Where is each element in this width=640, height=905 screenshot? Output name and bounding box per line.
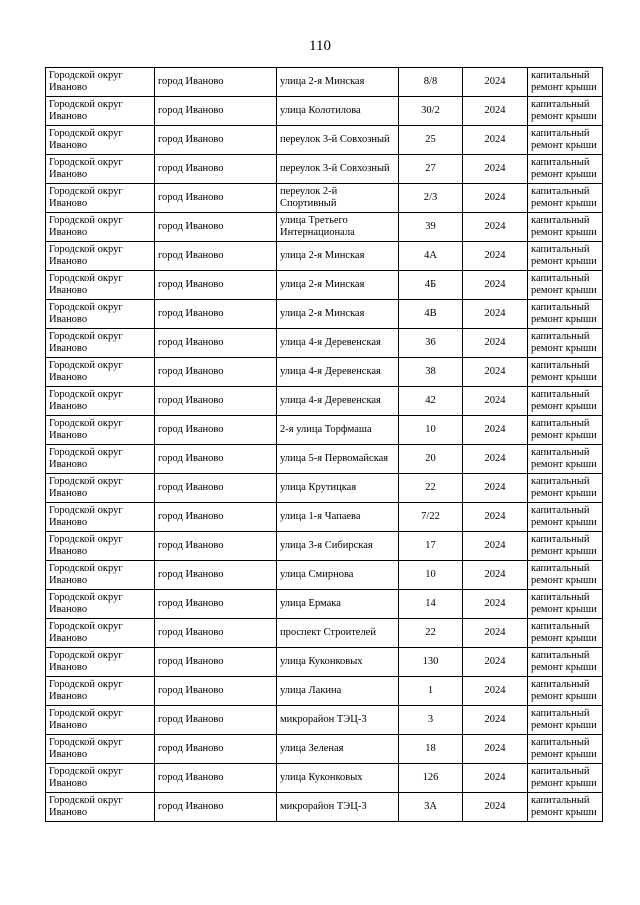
street-cell: улица 1-я Чапаева bbox=[277, 503, 399, 532]
table-row bbox=[46, 387, 603, 416]
house-number-cell: 3А bbox=[399, 793, 463, 822]
work-type-cell: капитальный ремонт крыши bbox=[528, 271, 603, 300]
house-number-cell: 30/2 bbox=[399, 97, 463, 126]
table-row bbox=[46, 706, 603, 735]
work-type-cell: капитальный ремонт крыши bbox=[528, 155, 603, 184]
work-type-cell: капитальный ремонт крыши bbox=[528, 329, 603, 358]
house-number-cell: 10 bbox=[399, 416, 463, 445]
year-cell: 2024 bbox=[463, 561, 528, 590]
street-cell: улица Ермака bbox=[277, 590, 399, 619]
house-number-cell: 17 bbox=[399, 532, 463, 561]
work-type-cell: капитальный ремонт крыши bbox=[528, 300, 603, 329]
district-cell: Городской округ Иваново bbox=[46, 329, 155, 358]
street-cell: улица 2-я Минская bbox=[277, 242, 399, 271]
table-row bbox=[46, 213, 603, 242]
table-row bbox=[46, 126, 603, 155]
district-cell: Городской округ Иваново bbox=[46, 735, 155, 764]
table-row bbox=[46, 97, 603, 126]
city-cell: город Иваново bbox=[155, 793, 277, 822]
district-cell: Городской округ Иваново bbox=[46, 677, 155, 706]
district-cell: Городской округ Иваново bbox=[46, 155, 155, 184]
work-type-cell: капитальный ремонт крыши bbox=[528, 242, 603, 271]
street-cell: улица Крутицкая bbox=[277, 474, 399, 503]
page-number: 110 bbox=[309, 38, 331, 54]
street-cell: улица 4-я Деревенская bbox=[277, 387, 399, 416]
district-cell: Городской округ Иваново bbox=[46, 706, 155, 735]
house-number-cell: 22 bbox=[399, 474, 463, 503]
year-cell: 2024 bbox=[463, 619, 528, 648]
work-type-cell: капитальный ремонт крыши bbox=[528, 619, 603, 648]
district-cell: Городской округ Иваново bbox=[46, 387, 155, 416]
district-cell: Городской округ Иваново bbox=[46, 358, 155, 387]
city-cell: город Иваново bbox=[155, 242, 277, 271]
work-type-cell: капитальный ремонт крыши bbox=[528, 793, 603, 822]
year-cell: 2024 bbox=[463, 474, 528, 503]
street-cell: переулок 3-й Совхозный bbox=[277, 126, 399, 155]
district-cell: Городской округ Иваново bbox=[46, 590, 155, 619]
work-type-cell: капитальный ремонт крыши bbox=[528, 416, 603, 445]
district-cell: Городской округ Иваново bbox=[46, 619, 155, 648]
table-row bbox=[46, 561, 603, 590]
year-cell: 2024 bbox=[463, 184, 528, 213]
year-cell: 2024 bbox=[463, 300, 528, 329]
work-type-cell: капитальный ремонт крыши bbox=[528, 97, 603, 126]
city-cell: город Иваново bbox=[155, 416, 277, 445]
district-cell: Городской округ Иваново bbox=[46, 532, 155, 561]
work-type-cell: капитальный ремонт крыши bbox=[528, 764, 603, 793]
year-cell: 2024 bbox=[463, 706, 528, 735]
house-number-cell: 7/22 bbox=[399, 503, 463, 532]
city-cell: город Иваново bbox=[155, 126, 277, 155]
table-row bbox=[46, 648, 603, 677]
city-cell: город Иваново bbox=[155, 387, 277, 416]
city-cell: город Иваново bbox=[155, 706, 277, 735]
city-cell: город Иваново bbox=[155, 735, 277, 764]
street-cell: улица Куконковых bbox=[277, 648, 399, 677]
city-cell: город Иваново bbox=[155, 213, 277, 242]
house-number-cell: 20 bbox=[399, 445, 463, 474]
street-cell: улица 3-я Сибирская bbox=[277, 532, 399, 561]
street-cell: улица 5-я Первомайская bbox=[277, 445, 399, 474]
city-cell: город Иваново bbox=[155, 155, 277, 184]
table-row bbox=[46, 735, 603, 764]
district-cell: Городской округ Иваново bbox=[46, 474, 155, 503]
district-cell: Городской округ Иваново bbox=[46, 503, 155, 532]
city-cell: город Иваново bbox=[155, 97, 277, 126]
house-number-cell: 22 bbox=[399, 619, 463, 648]
city-cell: город Иваново bbox=[155, 358, 277, 387]
table-row bbox=[46, 271, 603, 300]
house-number-cell: 8/8 bbox=[399, 68, 463, 97]
table-row bbox=[46, 184, 603, 213]
year-cell: 2024 bbox=[463, 648, 528, 677]
year-cell: 2024 bbox=[463, 242, 528, 271]
street-cell: улица Третьего Интернационала bbox=[277, 213, 399, 242]
district-cell: Городской округ Иваново bbox=[46, 648, 155, 677]
work-type-cell: капитальный ремонт крыши bbox=[528, 213, 603, 242]
street-cell: улица Куконковых bbox=[277, 764, 399, 793]
city-cell: город Иваново bbox=[155, 300, 277, 329]
house-number-cell: 36 bbox=[399, 329, 463, 358]
table-row bbox=[46, 532, 603, 561]
work-type-cell: капитальный ремонт крыши bbox=[528, 561, 603, 590]
year-cell: 2024 bbox=[463, 68, 528, 97]
year-cell: 2024 bbox=[463, 329, 528, 358]
city-cell: город Иваново bbox=[155, 503, 277, 532]
city-cell: город Иваново bbox=[155, 677, 277, 706]
table-row bbox=[46, 155, 603, 184]
city-cell: город Иваново bbox=[155, 561, 277, 590]
table-row bbox=[46, 242, 603, 271]
city-cell: город Иваново bbox=[155, 764, 277, 793]
work-type-cell: капитальный ремонт крыши bbox=[528, 532, 603, 561]
city-cell: город Иваново bbox=[155, 184, 277, 213]
year-cell: 2024 bbox=[463, 793, 528, 822]
street-cell: микрорайон ТЭЦ-3 bbox=[277, 793, 399, 822]
work-type-cell: капитальный ремонт крыши bbox=[528, 648, 603, 677]
house-number-cell: 25 bbox=[399, 126, 463, 155]
street-cell: улица 4-я Деревенская bbox=[277, 358, 399, 387]
work-type-cell: капитальный ремонт крыши bbox=[528, 474, 603, 503]
year-cell: 2024 bbox=[463, 387, 528, 416]
table-row bbox=[46, 300, 603, 329]
house-number-cell: 4Б bbox=[399, 271, 463, 300]
work-type-cell: капитальный ремонт крыши bbox=[528, 706, 603, 735]
house-number-cell: 126 bbox=[399, 764, 463, 793]
city-cell: город Иваново bbox=[155, 590, 277, 619]
year-cell: 2024 bbox=[463, 677, 528, 706]
district-cell: Городской округ Иваново bbox=[46, 242, 155, 271]
table-body bbox=[46, 68, 603, 822]
street-cell: проспект Строителей bbox=[277, 619, 399, 648]
table-row bbox=[46, 416, 603, 445]
table-row bbox=[46, 68, 603, 97]
district-cell: Городской округ Иваново bbox=[46, 126, 155, 155]
table-row bbox=[46, 503, 603, 532]
district-cell: Городской округ Иваново bbox=[46, 68, 155, 97]
work-type-cell: капитальный ремонт крыши bbox=[528, 387, 603, 416]
street-cell: улица 2-я Минская bbox=[277, 271, 399, 300]
work-type-cell: капитальный ремонт крыши bbox=[528, 184, 603, 213]
street-cell: улица Лакина bbox=[277, 677, 399, 706]
year-cell: 2024 bbox=[463, 764, 528, 793]
district-cell: Городской округ Иваново bbox=[46, 793, 155, 822]
work-type-cell: капитальный ремонт крыши bbox=[528, 445, 603, 474]
street-cell: 2-я улица Торфмаша bbox=[277, 416, 399, 445]
year-cell: 2024 bbox=[463, 445, 528, 474]
house-number-cell: 130 bbox=[399, 648, 463, 677]
table-row bbox=[46, 619, 603, 648]
house-number-cell: 38 bbox=[399, 358, 463, 387]
house-number-cell: 4А bbox=[399, 242, 463, 271]
work-type-cell: капитальный ремонт крыши bbox=[528, 503, 603, 532]
district-cell: Городской округ Иваново bbox=[46, 213, 155, 242]
table-row bbox=[46, 764, 603, 793]
district-cell: Городской округ Иваново bbox=[46, 764, 155, 793]
city-cell: город Иваново bbox=[155, 648, 277, 677]
street-cell: улица Зеленая bbox=[277, 735, 399, 764]
house-number-cell: 18 bbox=[399, 735, 463, 764]
table-row bbox=[46, 358, 603, 387]
year-cell: 2024 bbox=[463, 97, 528, 126]
house-number-cell: 10 bbox=[399, 561, 463, 590]
year-cell: 2024 bbox=[463, 503, 528, 532]
house-number-cell: 1 bbox=[399, 677, 463, 706]
house-number-cell: 42 bbox=[399, 387, 463, 416]
year-cell: 2024 bbox=[463, 416, 528, 445]
year-cell: 2024 bbox=[463, 213, 528, 242]
street-cell: переулок 3-й Совхозный bbox=[277, 155, 399, 184]
table-row bbox=[46, 793, 603, 822]
street-cell: улица 4-я Деревенская bbox=[277, 329, 399, 358]
year-cell: 2024 bbox=[463, 271, 528, 300]
district-cell: Городской округ Иваново bbox=[46, 271, 155, 300]
house-number-cell: 14 bbox=[399, 590, 463, 619]
house-number-cell: 3 bbox=[399, 706, 463, 735]
table-row bbox=[46, 677, 603, 706]
work-type-cell: капитальный ремонт крыши bbox=[528, 735, 603, 764]
city-cell: город Иваново bbox=[155, 271, 277, 300]
work-type-cell: капитальный ремонт крыши bbox=[528, 358, 603, 387]
district-cell: Городской округ Иваново bbox=[46, 445, 155, 474]
year-cell: 2024 bbox=[463, 735, 528, 764]
street-cell: улица 2-я Минская bbox=[277, 300, 399, 329]
work-type-cell: капитальный ремонт крыши bbox=[528, 590, 603, 619]
city-cell: город Иваново bbox=[155, 329, 277, 358]
work-type-cell: капитальный ремонт крыши bbox=[528, 126, 603, 155]
house-number-cell: 27 bbox=[399, 155, 463, 184]
district-cell: Городской округ Иваново bbox=[46, 97, 155, 126]
city-cell: город Иваново bbox=[155, 619, 277, 648]
year-cell: 2024 bbox=[463, 590, 528, 619]
work-type-cell: капитальный ремонт крыши bbox=[528, 68, 603, 97]
house-number-cell: 2/3 bbox=[399, 184, 463, 213]
city-cell: город Иваново bbox=[155, 68, 277, 97]
year-cell: 2024 bbox=[463, 532, 528, 561]
house-number-cell: 39 bbox=[399, 213, 463, 242]
street-cell: улица Смирнова bbox=[277, 561, 399, 590]
city-cell: город Иваново bbox=[155, 474, 277, 503]
district-cell: Городской округ Иваново bbox=[46, 184, 155, 213]
street-cell: переулок 2-й Спортивный bbox=[277, 184, 399, 213]
year-cell: 2024 bbox=[463, 358, 528, 387]
district-cell: Городской округ Иваново bbox=[46, 300, 155, 329]
year-cell: 2024 bbox=[463, 155, 528, 184]
district-cell: Городской округ Иваново bbox=[46, 416, 155, 445]
year-cell: 2024 bbox=[463, 126, 528, 155]
table-row bbox=[46, 590, 603, 619]
house-number-cell: 4В bbox=[399, 300, 463, 329]
city-cell: город Иваново bbox=[155, 445, 277, 474]
district-cell: Городской округ Иваново bbox=[46, 561, 155, 590]
table-row bbox=[46, 329, 603, 358]
street-cell: микрорайон ТЭЦ-3 bbox=[277, 706, 399, 735]
city-cell: город Иваново bbox=[155, 532, 277, 561]
table-row bbox=[46, 445, 603, 474]
repair-schedule-table bbox=[45, 67, 603, 822]
work-type-cell: капитальный ремонт крыши bbox=[528, 677, 603, 706]
street-cell: улица Колотилова bbox=[277, 97, 399, 126]
table-row bbox=[46, 474, 603, 503]
street-cell: улица 2-я Минская bbox=[277, 68, 399, 97]
